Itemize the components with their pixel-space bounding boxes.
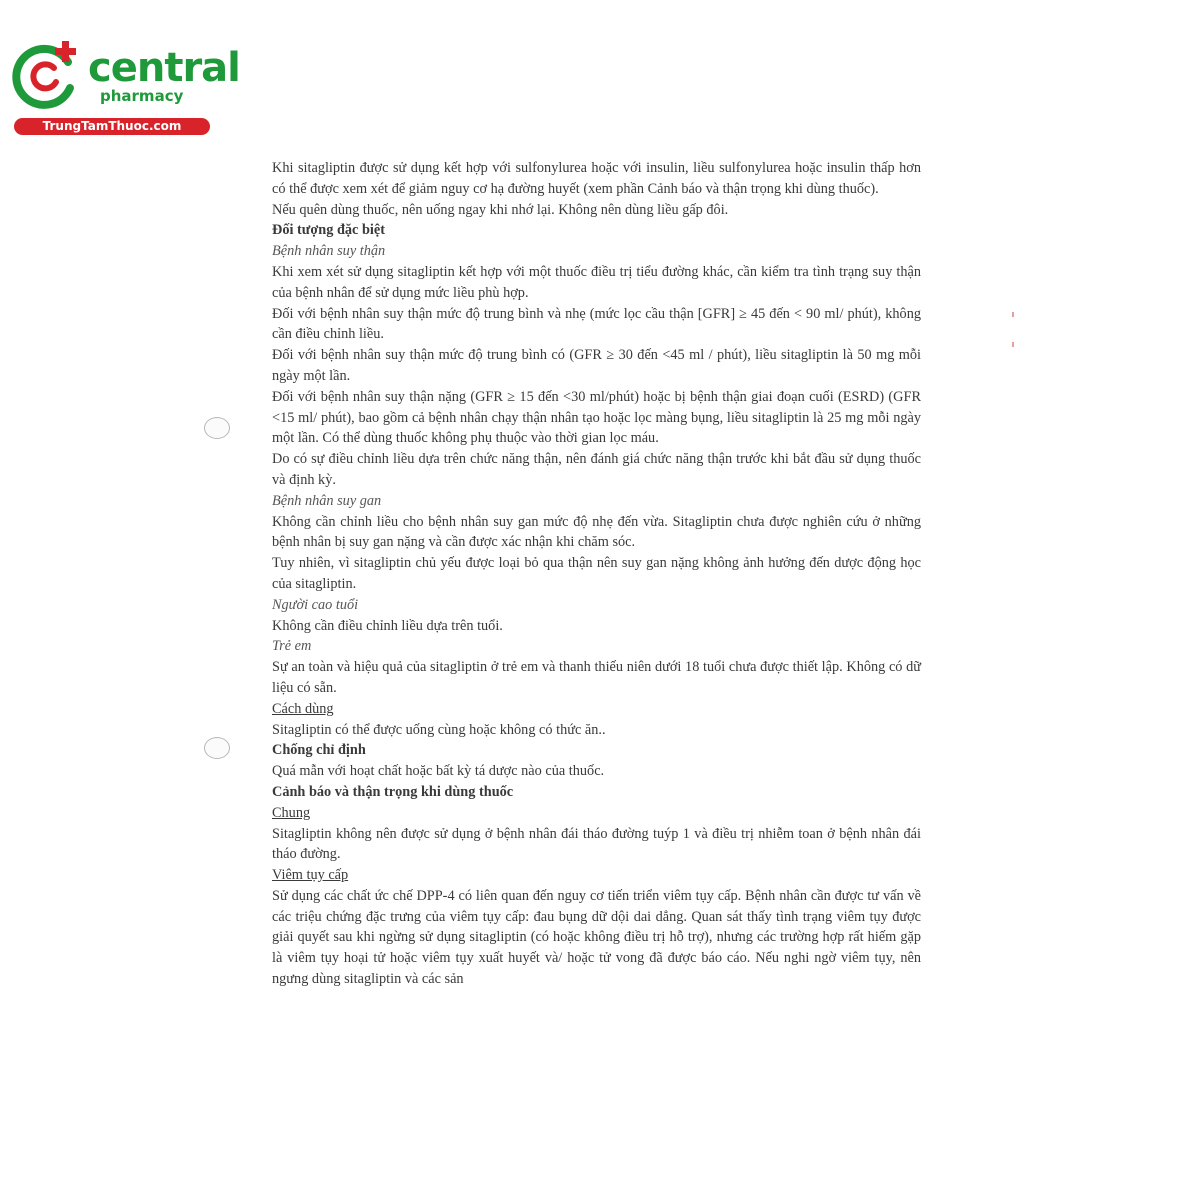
body-paragraph: Sitagliptin không nên được sử dụng ở bệnh nhân đái tháo đường tuýp 1 và điều trị nhiễm toan ở bệnh nhân đái tháo đường. — [272, 825, 921, 863]
underlined-heading: Viêm tụy cấp — [272, 867, 349, 884]
subsection-heading: Bệnh nhân suy gan — [272, 492, 382, 509]
body-paragraph: Đối với bệnh nhân suy thận mức độ trung bình có (GFR ≥ 30 đến <45 ml / phút), liều sitagliptin là 50 mg mỗi ngày một lần. — [272, 347, 921, 384]
logo-mark-icon — [10, 38, 86, 114]
body-paragraph: Sự an toàn và hiệu quả của sitagliptin ở trẻ em và thanh thiếu niên dưới 18 tuổi chưa được thiết lập. Không có dữ liệu có sẵn. — [272, 659, 921, 696]
punch-hole — [204, 417, 230, 439]
body-paragraph: Sử dụng các chất ức chế DPP-4 có liên quan đến nguy cơ tiến triển viêm tụy cấp. Bệnh nhân cần được tư vấn về các triệu chứng đặc trưng của viêm tụy cấp: đau bụng dữ dội dai dẳng. Quan sát thấy tình trạng viêm tụy được giải quyết sau khi ngừng sử dụng sitagliptin (có hoặc không điều trị hỗ trợ), nhưng các trường hợp rất hiếm gặp là viêm tụy hoại tử hoặc viêm tụy xuất huyết và/ hoặc tử vong đã được báo cáo. Nếu nghi ngờ viêm tụy, nên ngưng dùng sitagliptin và các sản — [272, 887, 921, 988]
section-heading: Đối tượng đặc biệt — [272, 222, 385, 239]
subsection-heading: Bệnh nhân suy thận — [272, 243, 386, 260]
underlined-heading: Chung — [272, 804, 311, 821]
logo-brand-text: central — [88, 45, 240, 91]
logo-sub-text: pharmacy — [100, 87, 184, 105]
body-paragraph: Khi sitagliptin được sử dụng kết hợp với sulfonylurea hoặc với insulin, liều sulfonylurea hoặc insulin thấp hơn có thể được xem xét để giảm nguy cơ hạ đường huyết (xem phần Cảnh báo và thận trọng khi dùng thuốc). — [272, 160, 921, 197]
section-heading: Cảnh báo và thận trọng khi dùng thuốc — [272, 783, 514, 800]
body-paragraph: Sitagliptin có thể được uống cùng hoặc không có thức ăn.. — [272, 721, 606, 738]
underlined-heading: Cách dùng — [272, 700, 334, 717]
body-paragraph: Do có sự điều chỉnh liều dựa trên chức năng thận, nên đánh giá chức năng thận trước khi bắt đầu sử dụng thuốc và định kỳ. — [272, 451, 921, 488]
scan-mark — [1012, 312, 1014, 317]
body-paragraph: Không cần chỉnh liều cho bệnh nhân suy gan mức độ nhẹ đến vừa. Sitagliptin chưa được nghiên cứu ở những bệnh nhân bị suy gan nặng và cần được xác nhận khi chăm sóc. — [272, 513, 921, 551]
body-paragraph: Đối với bệnh nhân suy thận nặng (GFR ≥ 15 đến <30 ml/phút) hoặc bị bệnh thận giai đoạn cuối (ESRD) (GFR <15 ml/ phút), bao gồm cả bệnh nhân chạy thận nhân tạo hoặc lọc màng bụng, liều sitagliptin là 25 mg mỗi ngày một lần. Có thể dùng thuốc không phụ thuộc vào thời gian lọc máu. — [272, 388, 921, 447]
central-pharmacy-logo — [10, 38, 240, 138]
subsection-heading: Người cao tuổi — [272, 596, 359, 613]
body-paragraph: Khi xem xét sử dụng sitagliptin kết hợp với một thuốc điều trị tiểu đường khác, cần kiểm tra tình trạng suy thận của bệnh nhân để sử dụng mức liều phù hợp. — [272, 263, 921, 301]
body-paragraph: Không cần điều chỉnh liều dựa trên tuổi. — [272, 617, 503, 634]
body-paragraph: Đối với bệnh nhân suy thận mức độ trung bình và nhẹ (mức lọc cầu thận [GFR] ≥ 45 đến < 90 ml/ phút), không cần điều chỉnh liều. — [272, 305, 921, 343]
body-paragraph: Quá mẫn với hoạt chất hoặc bất kỳ tá dược nào của thuốc. — [272, 763, 605, 780]
punch-hole — [204, 737, 230, 759]
logo-website-badge: TrungTamThuoc.com — [14, 118, 210, 135]
document-page — [272, 158, 921, 990]
section-heading: Chống chỉ định — [272, 742, 366, 759]
body-paragraph: Tuy nhiên, vì sitagliptin chủ yếu được loại bỏ qua thận nên suy gan nặng không ảnh hưởng đến dược động học của sitagliptin. — [272, 555, 921, 592]
subsection-heading: Trẻ em — [272, 638, 312, 655]
scan-mark — [1012, 342, 1014, 347]
body-paragraph: Nếu quên dùng thuốc, nên uống ngay khi nhớ lại. Không nên dùng liều gấp đôi. — [272, 201, 729, 218]
